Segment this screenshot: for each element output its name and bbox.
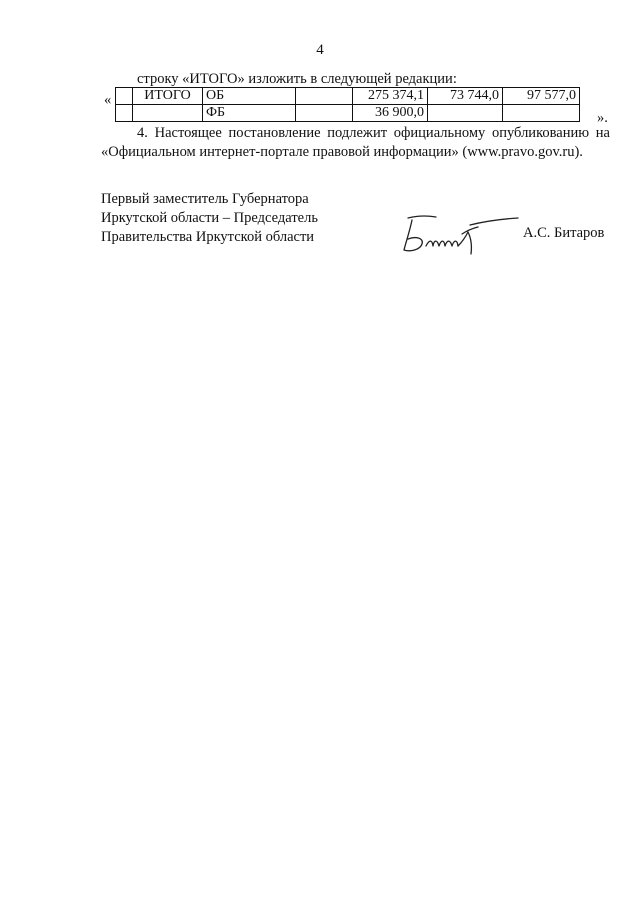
- table-cell-value: 73 744,0: [428, 88, 503, 105]
- paragraph-4: [101, 124, 610, 162]
- itogo-table: [115, 87, 580, 122]
- table-cell-source: ФБ: [203, 105, 296, 122]
- table-cell-value: 97 577,0: [503, 88, 580, 105]
- signer-title-line: Правительства Иркутской области: [101, 229, 315, 245]
- table-row: [116, 88, 580, 105]
- table-cell-value: 275 374,1: [353, 88, 428, 105]
- signer-title-line: Первый заместитель Губернатора: [101, 191, 309, 207]
- paragraph-line: «Официальном интернет-портале правовой информации» (www.pravo.gov.ru).: [101, 144, 583, 160]
- table-cell-empty: [296, 88, 353, 105]
- table-cell-value: [503, 105, 580, 122]
- table-cell-empty: [296, 105, 353, 122]
- page-number: 4: [316, 42, 324, 58]
- table-cell-empty: [116, 88, 133, 105]
- paragraph-line: 4. Настоящее постановление подлежит официальному опубликованию на: [137, 125, 610, 141]
- signer-title-line: Иркутской области – Председатель: [101, 210, 318, 226]
- table-open-quote: «: [104, 92, 112, 108]
- table-close-quote: ».: [597, 110, 608, 126]
- table-cell-value: 36 900,0: [353, 105, 428, 122]
- table-row: [116, 105, 580, 122]
- intro-text: строку «ИТОГО» изложить в следующей редакции:: [137, 71, 457, 87]
- table-cell-value: [428, 105, 503, 122]
- table-cell-empty: [116, 105, 133, 122]
- signer-title: [101, 190, 318, 247]
- table-cell-label: [133, 105, 203, 122]
- signer-name: А.С. Битаров: [523, 225, 605, 241]
- table-cell-source: ОБ: [203, 88, 296, 105]
- table-cell-label: ИТОГО: [133, 88, 203, 105]
- signature-image: [398, 208, 520, 260]
